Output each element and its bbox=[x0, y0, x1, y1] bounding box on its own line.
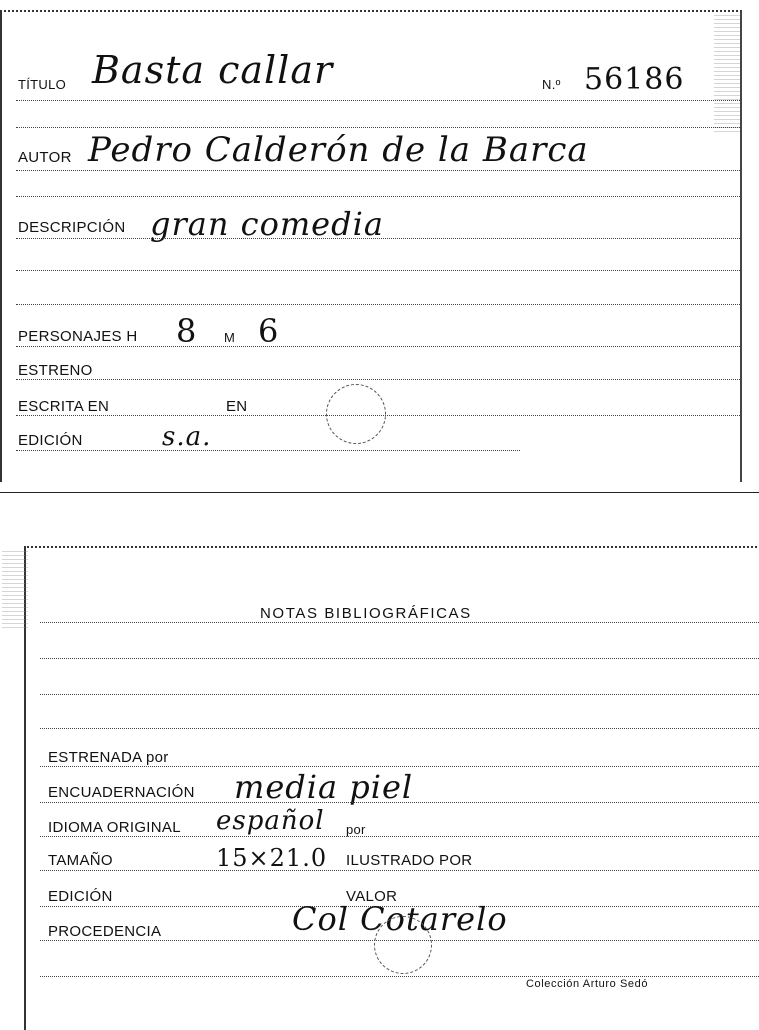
personajes-h-value: 8 bbox=[176, 312, 198, 350]
library-stamp bbox=[374, 916, 432, 974]
rule bbox=[40, 658, 759, 659]
rule bbox=[16, 304, 740, 305]
descripcion-value: gran comedia bbox=[150, 205, 384, 243]
rule bbox=[40, 728, 759, 729]
coleccion-label: Colección Arturo Sedó bbox=[526, 978, 649, 990]
notas-title: NOTAS BIBLIOGRÁFICAS bbox=[260, 605, 472, 622]
autor-value: Pedro Calderón de la Barca bbox=[88, 130, 589, 170]
valor-label: VALOR bbox=[346, 888, 398, 905]
edicion-label: EDICIÓN bbox=[18, 432, 83, 449]
rule bbox=[16, 450, 520, 451]
rule bbox=[40, 940, 759, 941]
catalog-card-front bbox=[0, 10, 742, 482]
tamano-label: TAMAÑO bbox=[48, 852, 113, 869]
personajes-m-value: 6 bbox=[258, 312, 280, 350]
procedencia-value: Col Cotarelo bbox=[292, 900, 508, 938]
encuadernacion-value: media piel bbox=[234, 768, 414, 806]
numero-value: 56186 bbox=[584, 62, 685, 97]
rule bbox=[40, 802, 759, 803]
rule bbox=[40, 870, 759, 871]
personajes-label: PERSONAJES H bbox=[18, 328, 138, 345]
procedencia-label: PROCEDENCIA bbox=[48, 923, 162, 940]
rule bbox=[40, 694, 759, 695]
rule bbox=[16, 100, 740, 101]
rule bbox=[40, 622, 759, 623]
rule bbox=[16, 170, 740, 171]
idioma-por-label: por bbox=[346, 822, 366, 837]
rule bbox=[40, 836, 759, 837]
rule bbox=[16, 127, 740, 128]
edicion-value: s.a. bbox=[162, 422, 212, 452]
titulo-value: Basta callar bbox=[92, 48, 334, 92]
descripcion-label: DESCRIPCIÓN bbox=[18, 219, 126, 236]
scan-noise bbox=[2, 548, 28, 628]
encuadernacion-label: ENCUADERNACIÓN bbox=[48, 784, 195, 801]
personajes-m-label: M bbox=[224, 330, 236, 345]
rule bbox=[40, 766, 759, 767]
rule bbox=[16, 379, 740, 380]
idioma-label: IDIOMA ORIGINAL bbox=[48, 819, 181, 836]
ilustrado-label: ILUSTRADO POR bbox=[346, 852, 473, 869]
library-stamp bbox=[326, 384, 386, 444]
tamano-value: 15×21.0 bbox=[216, 844, 328, 872]
escrita-label: ESCRITA EN bbox=[18, 398, 110, 415]
card-divider bbox=[0, 492, 759, 493]
estreno-label: ESTRENO bbox=[18, 362, 93, 379]
catalog-card-back bbox=[24, 546, 759, 1030]
edicion-label-back: EDICIÓN bbox=[48, 888, 113, 905]
rule bbox=[16, 196, 740, 197]
rule bbox=[16, 238, 740, 239]
scan-noise bbox=[714, 12, 740, 132]
rule bbox=[40, 976, 759, 977]
rule bbox=[16, 270, 740, 271]
rule bbox=[16, 346, 740, 347]
numero-label: N.º bbox=[542, 77, 561, 92]
en-label: EN bbox=[226, 398, 248, 415]
autor-label: AUTOR bbox=[18, 149, 72, 166]
titulo-label: TÍTULO bbox=[18, 77, 67, 92]
idioma-value: español bbox=[216, 806, 325, 836]
estrenada-label: ESTRENADA por bbox=[48, 749, 169, 766]
